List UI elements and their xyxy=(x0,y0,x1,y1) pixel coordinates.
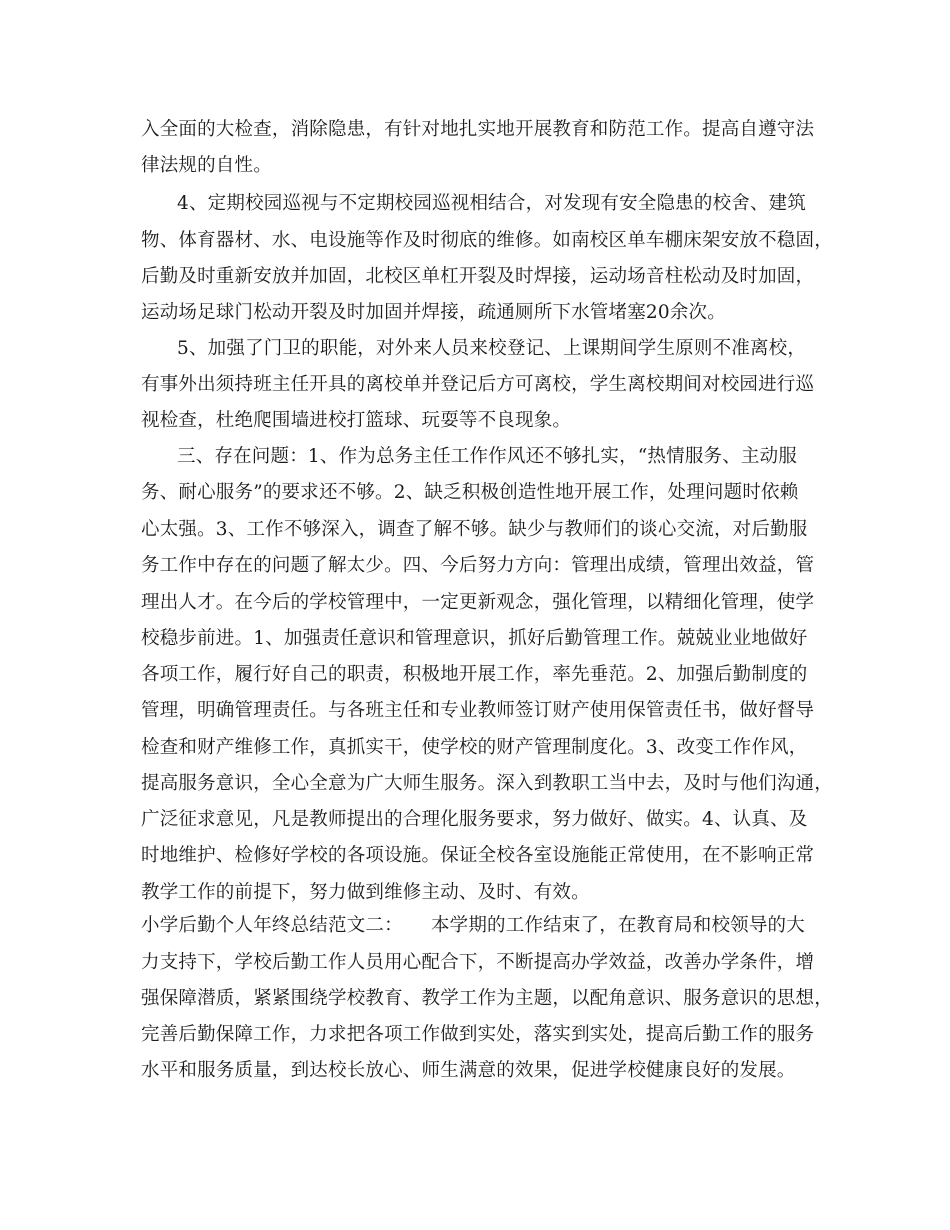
text-line: 入全面的大检查，消除隐患，有针对地扎实地开展教育和防范工作。提高自遵守法 xyxy=(141,119,815,140)
text-line: 务、耐心服务”的要求还不够。2、缺乏积极创造性地开展工作，处理问题时依赖 xyxy=(141,482,799,503)
text-line: 水平和服务质量，到达校长放心、师生满意的效果，促进学校健康良好的发展。 xyxy=(141,1060,796,1081)
text-line: 时地维护、检修好学校的各项设施。保证全校各室设施能正常使用，在不影响正常 xyxy=(141,845,815,866)
text-line: 各项工作，履行好自己的职责，积极地开展工作，率先垂范。2、加强后勤制度的 xyxy=(141,664,808,685)
text-line: 心太强。3、工作不够深入，调查了解不够。缺少与教师们的谈心交流，对后勤服 xyxy=(141,519,808,540)
text-line: 务工作中存在的问题了解太少。四、今后努力方向：管理出成绩，管理出效益，管 xyxy=(141,555,815,576)
text-line: 4、定期校园巡视与不定期校园巡视相结合，对发现有安全隐患的校舍、建筑 xyxy=(177,193,807,214)
text-line: 教学工作的前提下，努力做到维修主动、及时、有效。 xyxy=(141,882,590,903)
text-line: 后勤及时重新安放并加固，北校区单杠开裂及时焊接，运动场音柱松动及时加固， xyxy=(141,266,815,287)
text-line: 视检查，杜绝爬围墙进校打篮球、玩耍等不良现象。 xyxy=(141,410,572,431)
text-line: 检查和财产维修工作，真抓实干，使学校的财产管理制度化。3、改变工作作风， xyxy=(141,737,808,758)
text-line: 完善后勤保障工作，力求把各项工作做到实处，落实到实处，提高后勤工作的服务 xyxy=(141,1024,815,1045)
text-line: 提高服务意识，全心全意为广大师生服务。深入到教职工当中去，及时与他们沟通， xyxy=(141,773,833,794)
text-line: 有事外出须持班主任开具的离校单并登记后方可离校，学生离校期间对校园进行巡 xyxy=(141,374,815,395)
text-line: 三、存在问题：1、作为总务主任工作作风还不够扎实，“热情服务、主动服 xyxy=(177,446,798,467)
text-line: 5、加强了门卫的职能，对外来人员来校登记、上课期间学生原则不准离校， xyxy=(177,338,807,359)
text-line: 校稳步前进。1、加强责任意识和管理意识，抓好后勤管理工作。兢兢业业地做好 xyxy=(141,628,808,649)
text-line: 理出人才。在今后的学校管理中，一定更新观念，强化管理，以精细化管理，使学 xyxy=(141,592,815,613)
text-line: 律法规的自性。 xyxy=(141,155,272,176)
text-line: 力支持下，学校后勤工作人员用心配合下，不断提高办学效益，改善办学条件，增 xyxy=(141,952,815,973)
text-line: 广泛征求意见，凡是教师提出的合理化服务要求，努力做好、做实。4、认真、及 xyxy=(141,809,808,830)
text-line: 运动场足球门松动开裂及时加固并焊接，疏通厕所下水管堵塞20余次。 xyxy=(141,302,726,323)
text-line: 小学后勤个人年终总结范文二： 本学期的工作结束了，在教育局和校领导的大 xyxy=(141,915,805,936)
text-line: 强保障潜质，紧紧围绕学校教育、教学工作为主题，以配角意识、服务意识的思想， xyxy=(141,988,833,1009)
text-line: 物、体育器材、水、电设施等作及时彻底的维修。如南校区单车棚床架安放不稳固， xyxy=(141,230,833,251)
text-line: 管理，明确管理责任。与各班主任和专业教师签订财产使用保管责任书，做好督导 xyxy=(141,700,815,721)
